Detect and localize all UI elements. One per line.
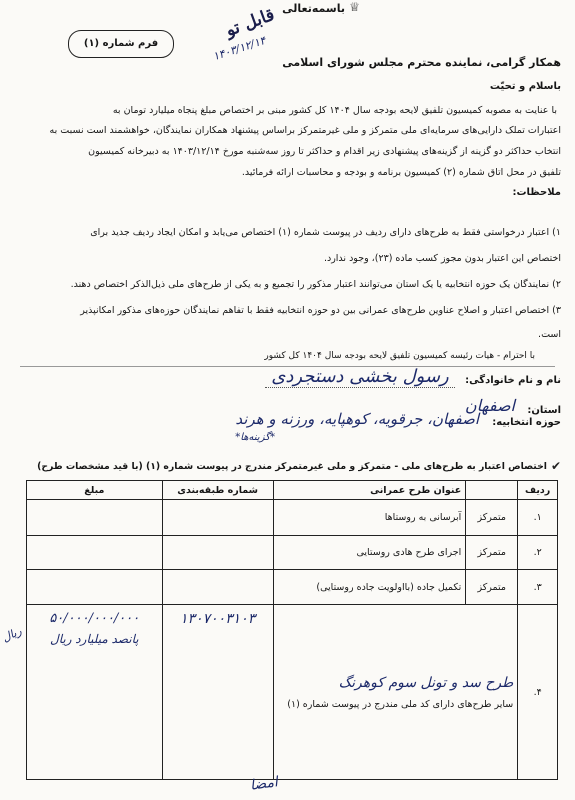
plans-table xyxy=(26,480,558,780)
body-line-3: انتخاب حداکثر دو گزینه از گزینه‌های پیشنهادی زیر اقدام و حداکثر تا روز سه‌شنبه مورخ ۱۴۰۳/۱۲/۱۴ به دبیرخانه کمیسیون xyxy=(88,146,561,157)
greeting: باسلام و تحیّت xyxy=(489,81,561,92)
date-handwritten: ۱۴۰۳/۱۲/۱۴ xyxy=(211,33,268,64)
name-label: نام و نام خانوادگی: xyxy=(465,375,561,386)
row-title-handwritten[interactable]: طرح سد و تونل سوم کوهرنگ xyxy=(338,674,514,691)
row-amount[interactable] xyxy=(27,500,163,536)
header-amount: مبلغ xyxy=(27,481,163,500)
row-code[interactable] xyxy=(162,570,273,605)
district-note: *گزینه‌ها* xyxy=(235,432,275,443)
row-amount-words[interactable]: پانصد میلیارد ریال xyxy=(49,632,139,646)
province-label: استان: xyxy=(527,405,561,416)
note-line-1: ۱) اعتبار درخواستی فقط به طرح‌های دارای ردیف در پیوست شماره (۱) اختصاص می‌یابد و امکان ایجاد ردیف جدید برای xyxy=(90,227,561,238)
body-line-1: با عنایت به مصوبه کمیسیون تلفیق لایحه بودجه سال ۱۴۰۴ کل کشور مبنی بر اختصاص مبلغ پنجاه میلیارد تومان به xyxy=(112,105,557,116)
row-number: ۱. xyxy=(518,500,558,536)
table-row xyxy=(27,570,558,605)
row-title: آبرسانی به روستاها xyxy=(273,500,466,536)
row-number: ۲. xyxy=(518,536,558,570)
row-number: ۳. xyxy=(518,570,558,605)
invocation: باسمه‌تعالی xyxy=(282,2,345,15)
row-title: تکمیل جاده (بااولویت جاده روستایی) xyxy=(273,570,466,605)
form-number: فرم شماره (۱) xyxy=(68,30,174,58)
province-value[interactable]: اصفهان xyxy=(464,396,515,415)
row-title: سایر طرح‌های دارای کد ملی مندرج در پیوست شماره (۱) xyxy=(287,698,514,710)
row-title-cell xyxy=(273,605,518,780)
body-line-4: تلفیق در محل اتاق شماره (۲) کمیسیون برنامه و بودجه و محاسبات ارائه فرمائید. xyxy=(241,167,561,178)
row-code[interactable] xyxy=(162,536,273,570)
margin-note: ریال xyxy=(0,624,24,645)
body-line-2: اعتبارات تملک دارایی‌های سرمایه‌ای ملی متمرکز و ملی غیرمتمرکز براساس پیشنهاد همکاران نمایندگان، خواهشمند است نسبت به xyxy=(49,125,561,136)
header-type xyxy=(466,481,518,500)
district-value[interactable]: اصفهان، جرقویه، کوهپایه، ورزنه و هرند xyxy=(235,410,479,428)
row-code-cell xyxy=(162,605,273,780)
table-row xyxy=(27,605,558,780)
checkbox-icon[interactable]: ✔ xyxy=(550,459,561,473)
note-line-5: است. xyxy=(538,329,561,340)
emblem-icon: ♕ xyxy=(349,0,360,14)
row-amount[interactable] xyxy=(27,570,163,605)
notes-title: ملاحظات: xyxy=(512,187,561,198)
row-type: متمرکز xyxy=(466,536,518,570)
header-title: عنوان طرح عمرانی xyxy=(273,481,466,500)
row-amount[interactable]: ۵۰/۰۰۰/۰۰۰/۰۰۰ xyxy=(49,611,140,626)
table-header-row xyxy=(27,481,558,500)
signature[interactable]: امضا xyxy=(249,774,279,794)
name-value[interactable]: رسول بخشی دستجردی xyxy=(265,366,455,388)
row-title: اجرای طرح هادی روستایی xyxy=(273,536,466,570)
row-number: ۴. xyxy=(518,605,558,780)
row-amount-cell xyxy=(27,605,163,780)
row-amount[interactable] xyxy=(27,536,163,570)
approval-stamp: قابل تو xyxy=(223,4,278,41)
checkbox-label: اختصاص اعتبار به طرح‌های ملی - متمرکز و ملی غیرمتمرکز مندرج در پیوست شماره (۱) (با قید مشخصات طرح) xyxy=(37,461,547,472)
closing-line: با احترام - هیات رئیسه کمیسیون تلفیق لایحه بودجه سال ۱۴۰۴ کل کشور xyxy=(264,351,535,361)
row-code[interactable] xyxy=(162,500,273,536)
header-code: شماره طبقه‌بندی xyxy=(162,481,273,500)
note-line-3: ۲) نمایندگان یک حوزه انتخابیه یا یک استان می‌توانند اعتبار مذکور را تجمیع و به یکی از طرح‌های ملی ذیل‌الذکر اختصاص دهند. xyxy=(70,279,561,290)
note-line-2: اختصاص این اعتبار بدون مجوز کسب ماده (۲۳)، وجود ندارد. xyxy=(323,253,561,264)
header-row-number: ردیف xyxy=(518,481,558,500)
row-type: متمرکز xyxy=(466,500,518,536)
table-row xyxy=(27,536,558,570)
note-line-4: ۳) اختصاص اعتبار و اصلاح عناوین طرح‌های عمرانی بین دو حوزه انتخابیه فقط با تفاهم نمایندگان حوزه‌های مذکور امکانپذیر xyxy=(80,305,561,316)
addressee: همکار گرامی، نماینده محترم مجلس شورای اسلامی xyxy=(282,56,561,69)
row-code[interactable]: ۱۳۰۷۰۰۳۱۰۳ xyxy=(180,611,256,627)
table-row xyxy=(27,500,558,536)
district-label: حوزه انتخابیه: xyxy=(492,417,561,428)
row-type: متمرکز xyxy=(466,570,518,605)
